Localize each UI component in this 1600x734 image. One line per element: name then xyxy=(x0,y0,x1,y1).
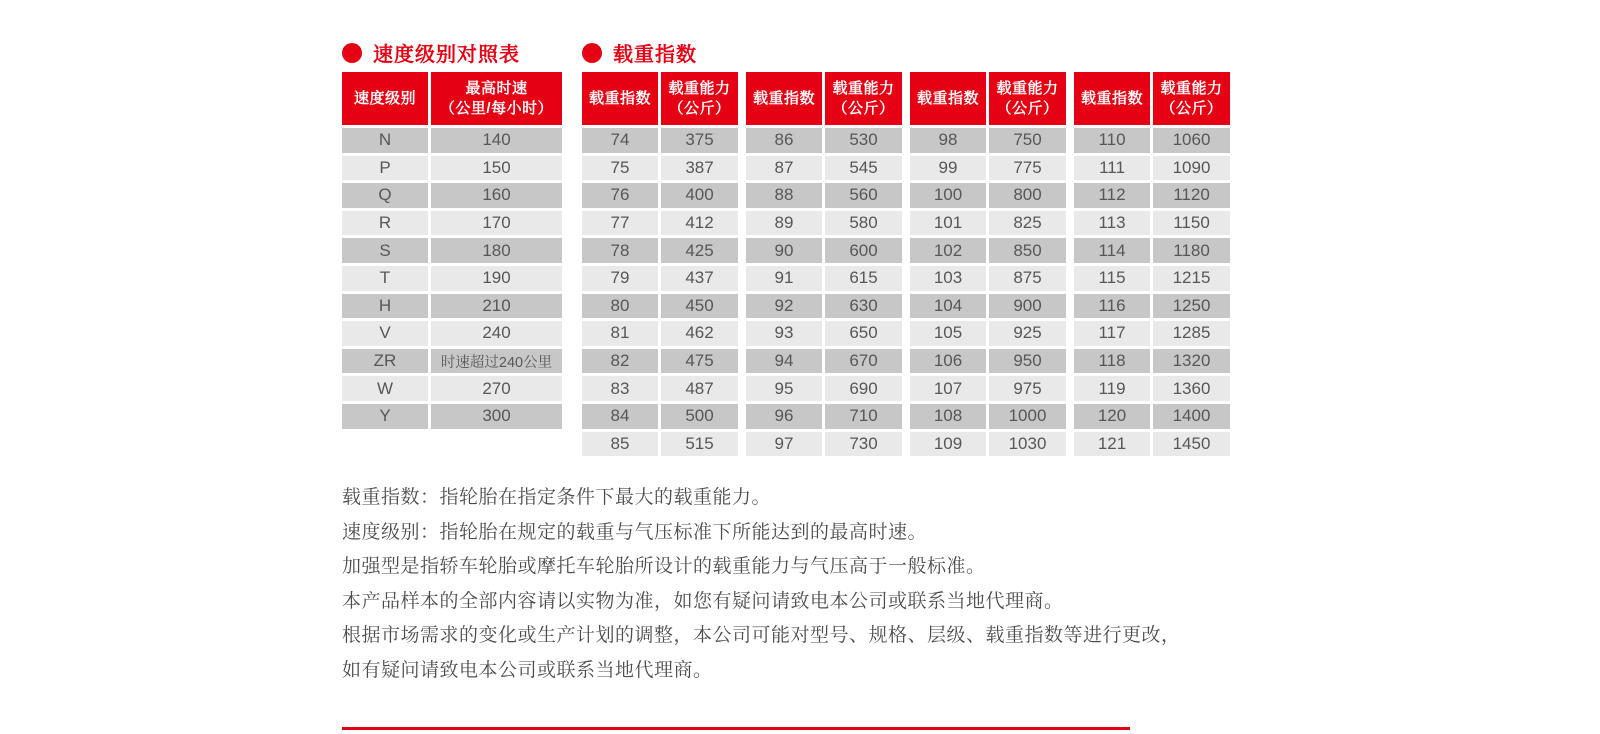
table-header-line: （公斤） xyxy=(996,99,1059,117)
table-header-line: （公里/每小时） xyxy=(439,99,554,117)
notes-block xyxy=(342,481,1181,688)
table-cell: 560 xyxy=(825,183,902,208)
table-cell: 775 xyxy=(989,156,1066,181)
table-cell: 81 xyxy=(582,321,658,346)
table-cell: 97 xyxy=(746,432,822,457)
table-cell: H xyxy=(342,294,428,319)
table-cell: 950 xyxy=(989,349,1066,374)
table-cell: 105 xyxy=(910,321,986,346)
note-line: 本产品样本的全部内容请以实物为准，如您有疑问请致电本公司或联系当地代理商。 xyxy=(342,590,1064,612)
table-cell: 88 xyxy=(746,183,822,208)
red-dot-icon xyxy=(342,43,362,63)
table-cell: 1120 xyxy=(1153,183,1230,208)
table-cell: 1250 xyxy=(1153,294,1230,319)
table-cell: 103 xyxy=(910,266,986,291)
table-cell: 240 xyxy=(431,321,562,346)
table-cell: 670 xyxy=(825,349,902,374)
table-cell: 82 xyxy=(582,349,658,374)
table-cell: 95 xyxy=(746,376,822,401)
table-header-cell xyxy=(989,72,1066,125)
table-cell: 84 xyxy=(582,404,658,429)
table-cell: 1180 xyxy=(1153,238,1230,263)
table-cell: 110 xyxy=(1074,128,1150,153)
table-cell: 108 xyxy=(910,404,986,429)
table-cell: 75 xyxy=(582,156,658,181)
table-cell: 115 xyxy=(1074,266,1150,291)
table-header-cell xyxy=(431,72,562,125)
table-cell: P xyxy=(342,156,428,181)
load-table-title xyxy=(582,38,697,67)
table-cell: 98 xyxy=(910,128,986,153)
load-table-group xyxy=(1074,72,1230,456)
table-cell: 1000 xyxy=(989,404,1066,429)
table-cell: Q xyxy=(342,183,428,208)
table-cell: 160 xyxy=(431,183,562,208)
table-cell: 500 xyxy=(661,404,738,429)
table-cell: 975 xyxy=(989,376,1066,401)
table-cell: 90 xyxy=(746,238,822,263)
table-cell: 96 xyxy=(746,404,822,429)
speed-table-title xyxy=(342,38,520,67)
table-cell: 140 xyxy=(431,128,562,153)
table-header-line: 载重能力 xyxy=(832,80,895,97)
load-table-title-label: 载重指数 xyxy=(613,44,697,66)
table-cell: 100 xyxy=(910,183,986,208)
table-cell: 412 xyxy=(661,211,738,236)
table-header-line: （公斤） xyxy=(1160,99,1223,117)
load-table-group xyxy=(910,72,1066,456)
table-cell: 300 xyxy=(431,404,562,429)
table-cell: 87 xyxy=(746,156,822,181)
table-cell: 425 xyxy=(661,238,738,263)
table-cell: S xyxy=(342,238,428,263)
load-table-group xyxy=(582,72,738,456)
table-cell: 1320 xyxy=(1153,349,1230,374)
table-cell: 925 xyxy=(989,321,1066,346)
table-cell: 690 xyxy=(825,376,902,401)
table-cell: 113 xyxy=(1074,211,1150,236)
table-cell: 545 xyxy=(825,156,902,181)
table-cell: 117 xyxy=(1074,321,1150,346)
table-header-line: 载重能力 xyxy=(1160,80,1223,97)
table-cell: 79 xyxy=(582,266,658,291)
table-cell: 85 xyxy=(582,432,658,457)
table-cell: 101 xyxy=(910,211,986,236)
table-cell: 99 xyxy=(910,156,986,181)
table-header-line: （公斤） xyxy=(668,99,731,117)
table-cell: 150 xyxy=(431,156,562,181)
table-cell: 74 xyxy=(582,128,658,153)
table-cell: 116 xyxy=(1074,294,1150,319)
table-header-cell xyxy=(825,72,902,125)
table-cell: 1060 xyxy=(1153,128,1230,153)
load-index-table xyxy=(582,72,1230,456)
table-header-cell: 载重指数 xyxy=(746,72,822,125)
table-cell: 118 xyxy=(1074,349,1150,374)
table-header-cell: 载重指数 xyxy=(910,72,986,125)
table-header-line: （公斤） xyxy=(832,99,895,117)
table-cell: 1150 xyxy=(1153,211,1230,236)
table-cell: 92 xyxy=(746,294,822,319)
table-cell: 106 xyxy=(910,349,986,374)
table-cell: 730 xyxy=(825,432,902,457)
table-cell: 750 xyxy=(989,128,1066,153)
table-cell: 210 xyxy=(431,294,562,319)
table-cell: 109 xyxy=(910,432,986,457)
table-cell: 1090 xyxy=(1153,156,1230,181)
table-cell: Y xyxy=(342,404,428,429)
table-cell: 190 xyxy=(431,266,562,291)
table-cell: 102 xyxy=(910,238,986,263)
load-table-group xyxy=(746,72,902,456)
table-cell: 825 xyxy=(989,211,1066,236)
table-cell: 94 xyxy=(746,349,822,374)
table-cell: 80 xyxy=(582,294,658,319)
table-cell: W xyxy=(342,376,428,401)
table-cell: R xyxy=(342,211,428,236)
table-cell: 1450 xyxy=(1153,432,1230,457)
table-cell: 77 xyxy=(582,211,658,236)
note-line: 速度级别：指轮胎在规定的载重与气压标准下所能达到的最高时速。 xyxy=(342,521,928,543)
table-cell: 515 xyxy=(661,432,738,457)
table-cell: 1285 xyxy=(1153,321,1230,346)
table-header-cell xyxy=(661,72,738,125)
table-cell: 450 xyxy=(661,294,738,319)
table-cell: ZR xyxy=(342,349,428,374)
table-header-cell xyxy=(1153,72,1230,125)
note-line: 加强型是指轿车轮胎或摩托车轮胎所设计的载重能力与气压高于一般标准。 xyxy=(342,556,986,577)
table-cell: 120 xyxy=(1074,404,1150,429)
table-cell: N xyxy=(342,128,428,153)
table-cell: 78 xyxy=(582,238,658,263)
table-header-cell: 速度级别 xyxy=(342,72,428,125)
note-line: 根据市场需求的变化或生产计划的调整，本公司可能对型号、规格、层级、载重指数等进行更改， xyxy=(342,625,1181,646)
table-cell: 530 xyxy=(825,128,902,153)
table-cell: 800 xyxy=(989,183,1066,208)
table-cell: 112 xyxy=(1074,183,1150,208)
table-cell: V xyxy=(342,321,428,346)
table-cell: 111 xyxy=(1074,156,1150,181)
table-header-cell: 载重指数 xyxy=(1074,72,1150,125)
table-cell: 600 xyxy=(825,238,902,263)
table-cell: 114 xyxy=(1074,238,1150,263)
table-cell: 875 xyxy=(989,266,1066,291)
table-cell: 121 xyxy=(1074,432,1150,457)
table-cell: 时速超过240公里 xyxy=(431,349,562,374)
table-cell: 76 xyxy=(582,183,658,208)
table-cell: 437 xyxy=(661,266,738,291)
table-header-line: 载重能力 xyxy=(996,80,1059,97)
footer-red-rule xyxy=(342,727,1130,730)
table-cell: 270 xyxy=(431,376,562,401)
table-header-line: 载重能力 xyxy=(668,80,731,97)
table-cell: 1030 xyxy=(989,432,1066,457)
table-cell: 400 xyxy=(661,183,738,208)
table-cell: 710 xyxy=(825,404,902,429)
speed-table-title-label: 速度级别对照表 xyxy=(373,44,520,66)
table-cell: 104 xyxy=(910,294,986,319)
table-cell: 86 xyxy=(746,128,822,153)
table-cell: 170 xyxy=(431,211,562,236)
table-cell: 487 xyxy=(661,376,738,401)
table-cell: 89 xyxy=(746,211,822,236)
table-cell: 615 xyxy=(825,266,902,291)
table-cell: 900 xyxy=(989,294,1066,319)
table-cell: 83 xyxy=(582,376,658,401)
table-cell: 1360 xyxy=(1153,376,1230,401)
table-header-cell: 载重指数 xyxy=(582,72,658,125)
table-cell: 375 xyxy=(661,128,738,153)
table-cell: 850 xyxy=(989,238,1066,263)
table-cell: 1400 xyxy=(1153,404,1230,429)
note-line: 载重指数：指轮胎在指定条件下最大的载重能力。 xyxy=(342,487,772,508)
table-cell: 475 xyxy=(661,349,738,374)
table-cell: 387 xyxy=(661,156,738,181)
table-cell: 462 xyxy=(661,321,738,346)
table-cell: 650 xyxy=(825,321,902,346)
table-cell: 91 xyxy=(746,266,822,291)
table-cell: T xyxy=(342,266,428,291)
table-cell: 93 xyxy=(746,321,822,346)
table-cell: 119 xyxy=(1074,376,1150,401)
table-cell: 107 xyxy=(910,376,986,401)
red-dot-icon xyxy=(582,43,602,63)
table-header-line: 最高时速 xyxy=(465,80,528,97)
table-cell: 1215 xyxy=(1153,266,1230,291)
speed-rating-table xyxy=(342,72,562,429)
note-line: 如有疑问请致电本公司或联系当地代理商。 xyxy=(342,659,713,681)
table-cell: 180 xyxy=(431,238,562,263)
table-cell: 580 xyxy=(825,211,902,236)
table-cell: 630 xyxy=(825,294,902,319)
